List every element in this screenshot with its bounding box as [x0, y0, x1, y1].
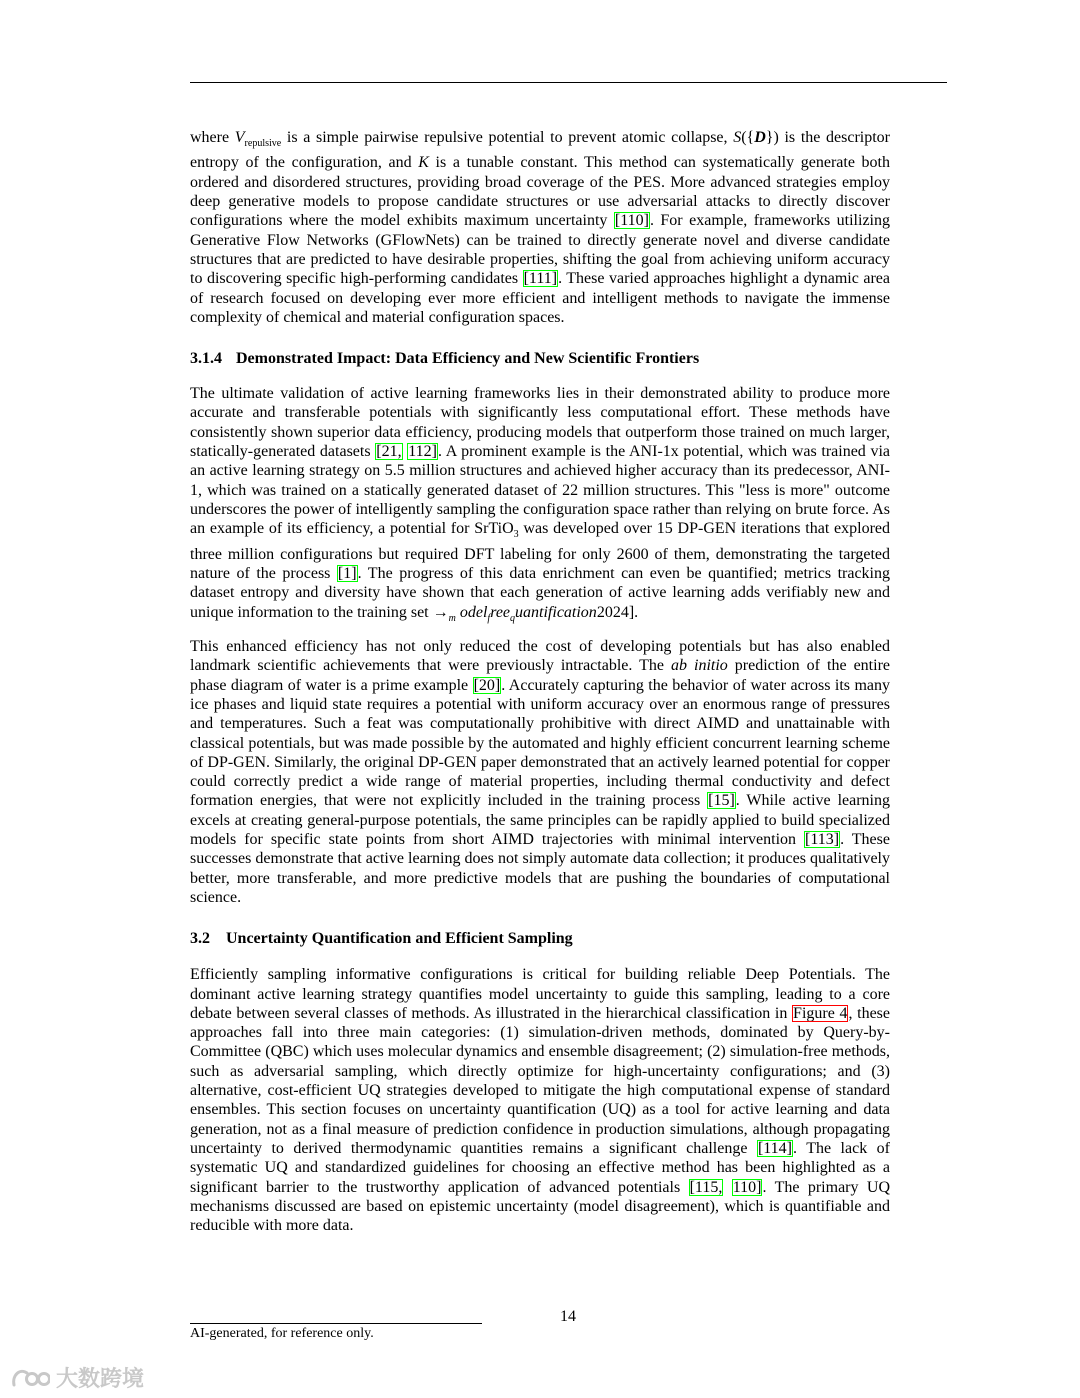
citation-link[interactable]: [20]: [473, 676, 501, 694]
header-rule: [190, 82, 947, 83]
paragraph-data-efficiency: The ultimate validation of active learning frameworks lies in their demonstrated ability to produce more accurate and transferable potentials with significantly less computational effort. These methods have consistently shown superior data efficiency, producing models that outperform those trained on much larger, statically-generated datasets [21, 112]. A prominent example is the ANI-1x potential, which was trained via an active learning strategy on 5.5 million structures and achieved higher accuracy than its predecessor, ANI-1, which was trained on a statically generated dataset of 22 million structures. This "less is more" outcome underscores the power of intelligently sampling the configuration space rather than relying on brute force. As an example of its efficiency, a potential for SrTiO$_3$ was developed over 15 DP-GEN iterations that explored three million configurations but required DFT labeling for only 2600 of them, demonstrating the targeted nature of the process [1]. The progress of this data enrichment can even be quantified; metrics tracking dataset entropy and diversity have shown that each generation of active learning adds verifiably new and unique information to the training set $\to_m$ odel$_f$ree$_q$uantification2024].: [190, 385, 891, 624]
footnote-rule: [190, 1323, 482, 1324]
citation-link[interactable]: [115,: [689, 1178, 723, 1196]
watermark: [10, 1362, 144, 1393]
citation-link[interactable]: 112]: [408, 443, 437, 461]
figure-link[interactable]: Figure 4: [793, 1004, 848, 1022]
paragraph-configuration-generation: where $V_{repulsive}$ is a simple pairwise repulsive potential to prevent atomic collapse, S({D}) is the descriptor entropy of the configuration, and K is a tunable constant. This method can systematically generate both ordered and disordered structures, providing broad coverage of the PES. More advanced strategies employ deep generative models to propose candidate structures or use adversarial attacks to directly discover configurations where the model exhibits maximum uncertainty [110]. For example, frameworks utilizing Generative Flow Networks (GFlowNets) can be trained to directly generate novel and diverse candidate structures that are predicted to have desirable properties, shifting the goal from achieving uniform accuracy to discovering specific high-performing candidates [111]. These varied approaches highlight a dynamic area of research focused on developing ever more efficient and intelligent methods to navigate the immense complexity of chemical and material configuration spaces.: [190, 129, 891, 326]
citation-link[interactable]: [113]: [805, 831, 840, 849]
paragraph-scientific-achievements: This enhanced efficiency has not only reduced the cost of developing potentials but has also enabled landmark scientific achievements that were previously intractable. The ab initio prediction of the entire phase diagram of water is a prime example [20]. Accurately capturing the behavior of water across its many ice phases and liquid state requires a potential with uniform accuracy over an enormous range of pressures and temperatures. Such a feat was computationally prohibitive with direct AIMD and unattainable with classical potentials, but was made possible by the automated and highly efficient concurrent learning scheme of DP-GEN. Similarly, the original DP-GEN paper demonstrated that an actively learned potential for copper could correctly predict a wide range of material properties, including thermal conductivity and defect formation energies, that were not explicitly included in the training process [15]. While active learning excels at creating general-purpose potentials, the same principles can be rapidly applied to build specialized models for specific state points from short AIMD trajectories with minimal intervention [113]. These successes demonstrate that active learning does not simply automate data collection; it produces qualitatively better, more transferable, and more predictive models that are pushing the boundaries of computational science.: [190, 638, 891, 906]
math-v: $V_{repulsive}$: [234, 129, 282, 150]
footnote-text: AI-generated, for reference only.: [190, 1326, 374, 1341]
watermark-logo-icon: [10, 1365, 50, 1391]
citation-link[interactable]: [114]: [757, 1139, 792, 1157]
citation-link[interactable]: [1]: [337, 565, 357, 583]
page-number: 14: [560, 1308, 576, 1325]
section-heading-3-2: 3.2 Uncertainty Quantification and Efficient Sampling: [190, 930, 573, 948]
citation-link[interactable]: [21,: [376, 443, 402, 461]
watermark-text: 大数跨境: [56, 1367, 145, 1392]
page-body: [190, 128, 890, 1235]
citation-link[interactable]: 110]: [732, 1178, 762, 1196]
citation-link[interactable]: [111]: [523, 270, 558, 288]
section-heading-3-1-4: 3.1.4 Demonstrated Impact: Data Efficiency and New Scientific Frontiers: [190, 350, 700, 368]
broken-reference-math: $\to_m$ odel$_f$ree$_q$uantification2024].: [432, 603, 639, 624]
citation-link[interactable]: [110]: [614, 212, 649, 230]
paragraph-uncertainty-quantification: Efficiently sampling informative configurations is critical for building reliable Deep Potentials. The dominant active learning strategy quantifies model uncertainty to guide this sampling, leading to a core debate between several classes of methods. As illustrated in the hierarchical classification in Figure 4, these approaches fall into three main categories: (1) simulation-driven methods, dominated by Query-by-Committee (QBC) which uses molecular dynamics and ensemble disagreement; (2) simulation-free methods, such as adversarial sampling, which directly optimize for high-uncertainty configurations; and (3) alternative, cost-efficient UQ strategies developed to mitigate the high computational expense of standard ensembles. This section focuses on uncertainty quantification (UQ) as a tool for active learning and data generation, not as a final measure of prediction confidence in production simulations, although propagating uncertainty to derived thermodynamic quantities remains a significant challenge [114]. The lack of systematic UQ and standardized guidelines for choosing an effective method has been highlighted as a significant barrier to the trustworthy application of advanced potentials [115, 110]. The primary UQ mechanisms discussed are based on epistemic uncertainty (model disagreement), which is quantifiable and reducible with more data.: [190, 966, 891, 1235]
citation-link[interactable]: [15]: [708, 792, 735, 810]
